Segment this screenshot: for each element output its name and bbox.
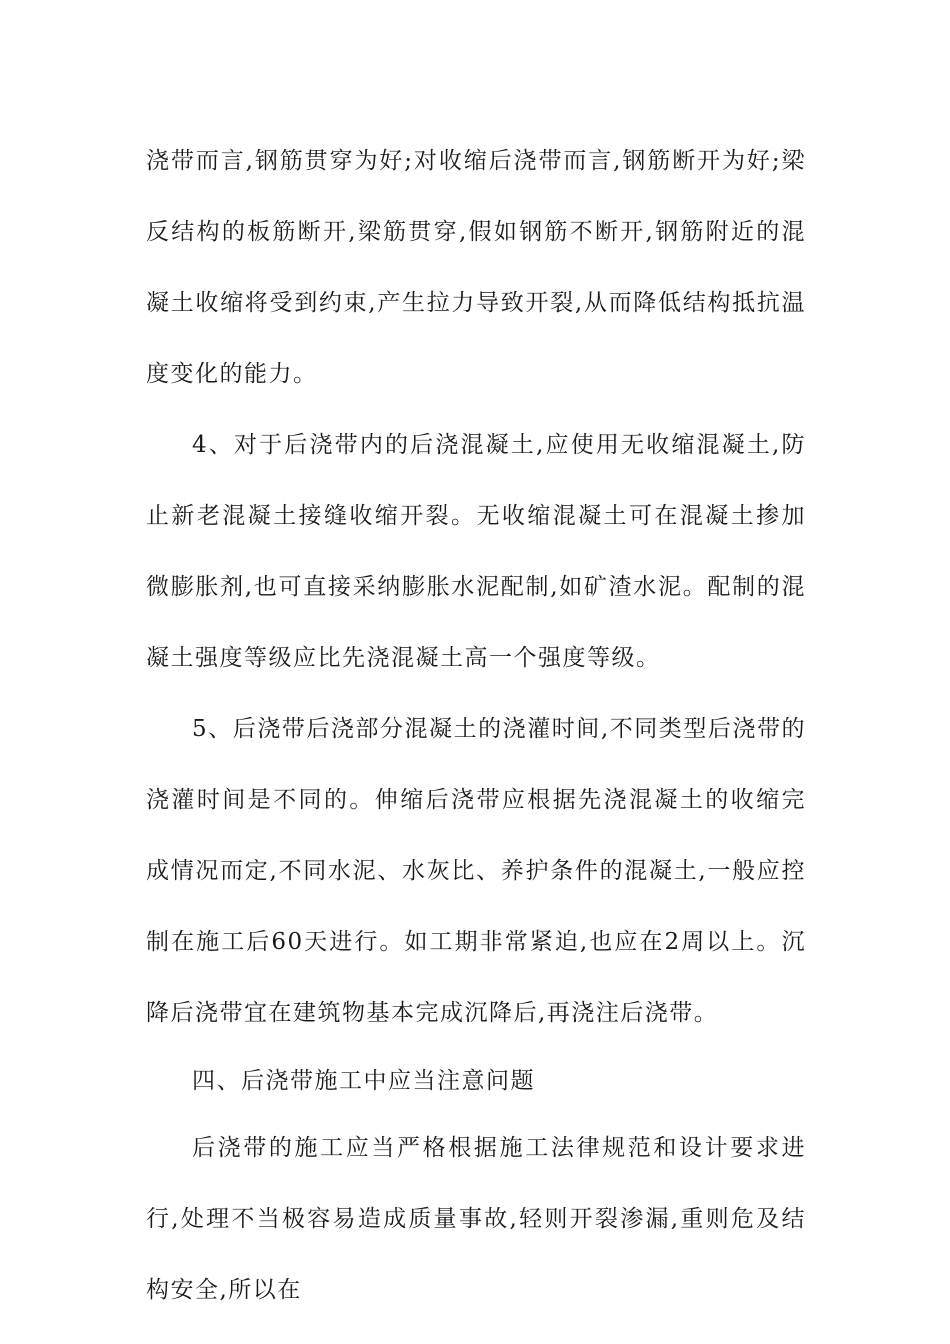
paragraph-point-5: 5、后浇带后浇部分混凝土的浇灌时间,不同类型后浇带的浇灌时间是不同的。伸缩后浇带应根据先浇混凝土的收缩完成情况而定,不同水泥、水灰比、养护条件的混凝土,一般应控制在施工后60天进行。如工期非常紧迫,也应在2周以上。沉降后浇带宜在建筑物基本完成沉降后,再浇注后浇带。 [146,716,806,1026]
paragraph-rebar-continuation: 浇带而言,钢筋贯穿为好;对收缩后浇带而言,钢筋断开为好;梁反结构的板筋断开,梁筋贯穿,假如钢筋不断开,钢筋附近的混凝土收缩将受到约束,产生拉力导致开裂,从而降低结构抵抗温度变化的能力。 [146,148,806,387]
document-body [146,126,806,1326]
paragraph-section-intro: 后浇带的施工应当严格根据施工法律规范和设计要求进行,处理不当极容易造成质量事故,轻则开裂渗漏,重则危及结构安全,所以在 [146,1135,806,1303]
section-heading: 四、后浇带施工中应当注意问题 [192,1068,535,1094]
paragraph-point-4: 4、对于后浇带内的后浇混凝土,应使用无收缩混凝土,防止新老混凝土接缝收缩开裂。无收缩混凝土可在混凝土掺加微膨胀剂,也可直接采纳膨胀水泥配制,如矿渣水泥。配制的混凝土强度等级应比先浇混凝土高一个强度等级。 [146,432,806,671]
